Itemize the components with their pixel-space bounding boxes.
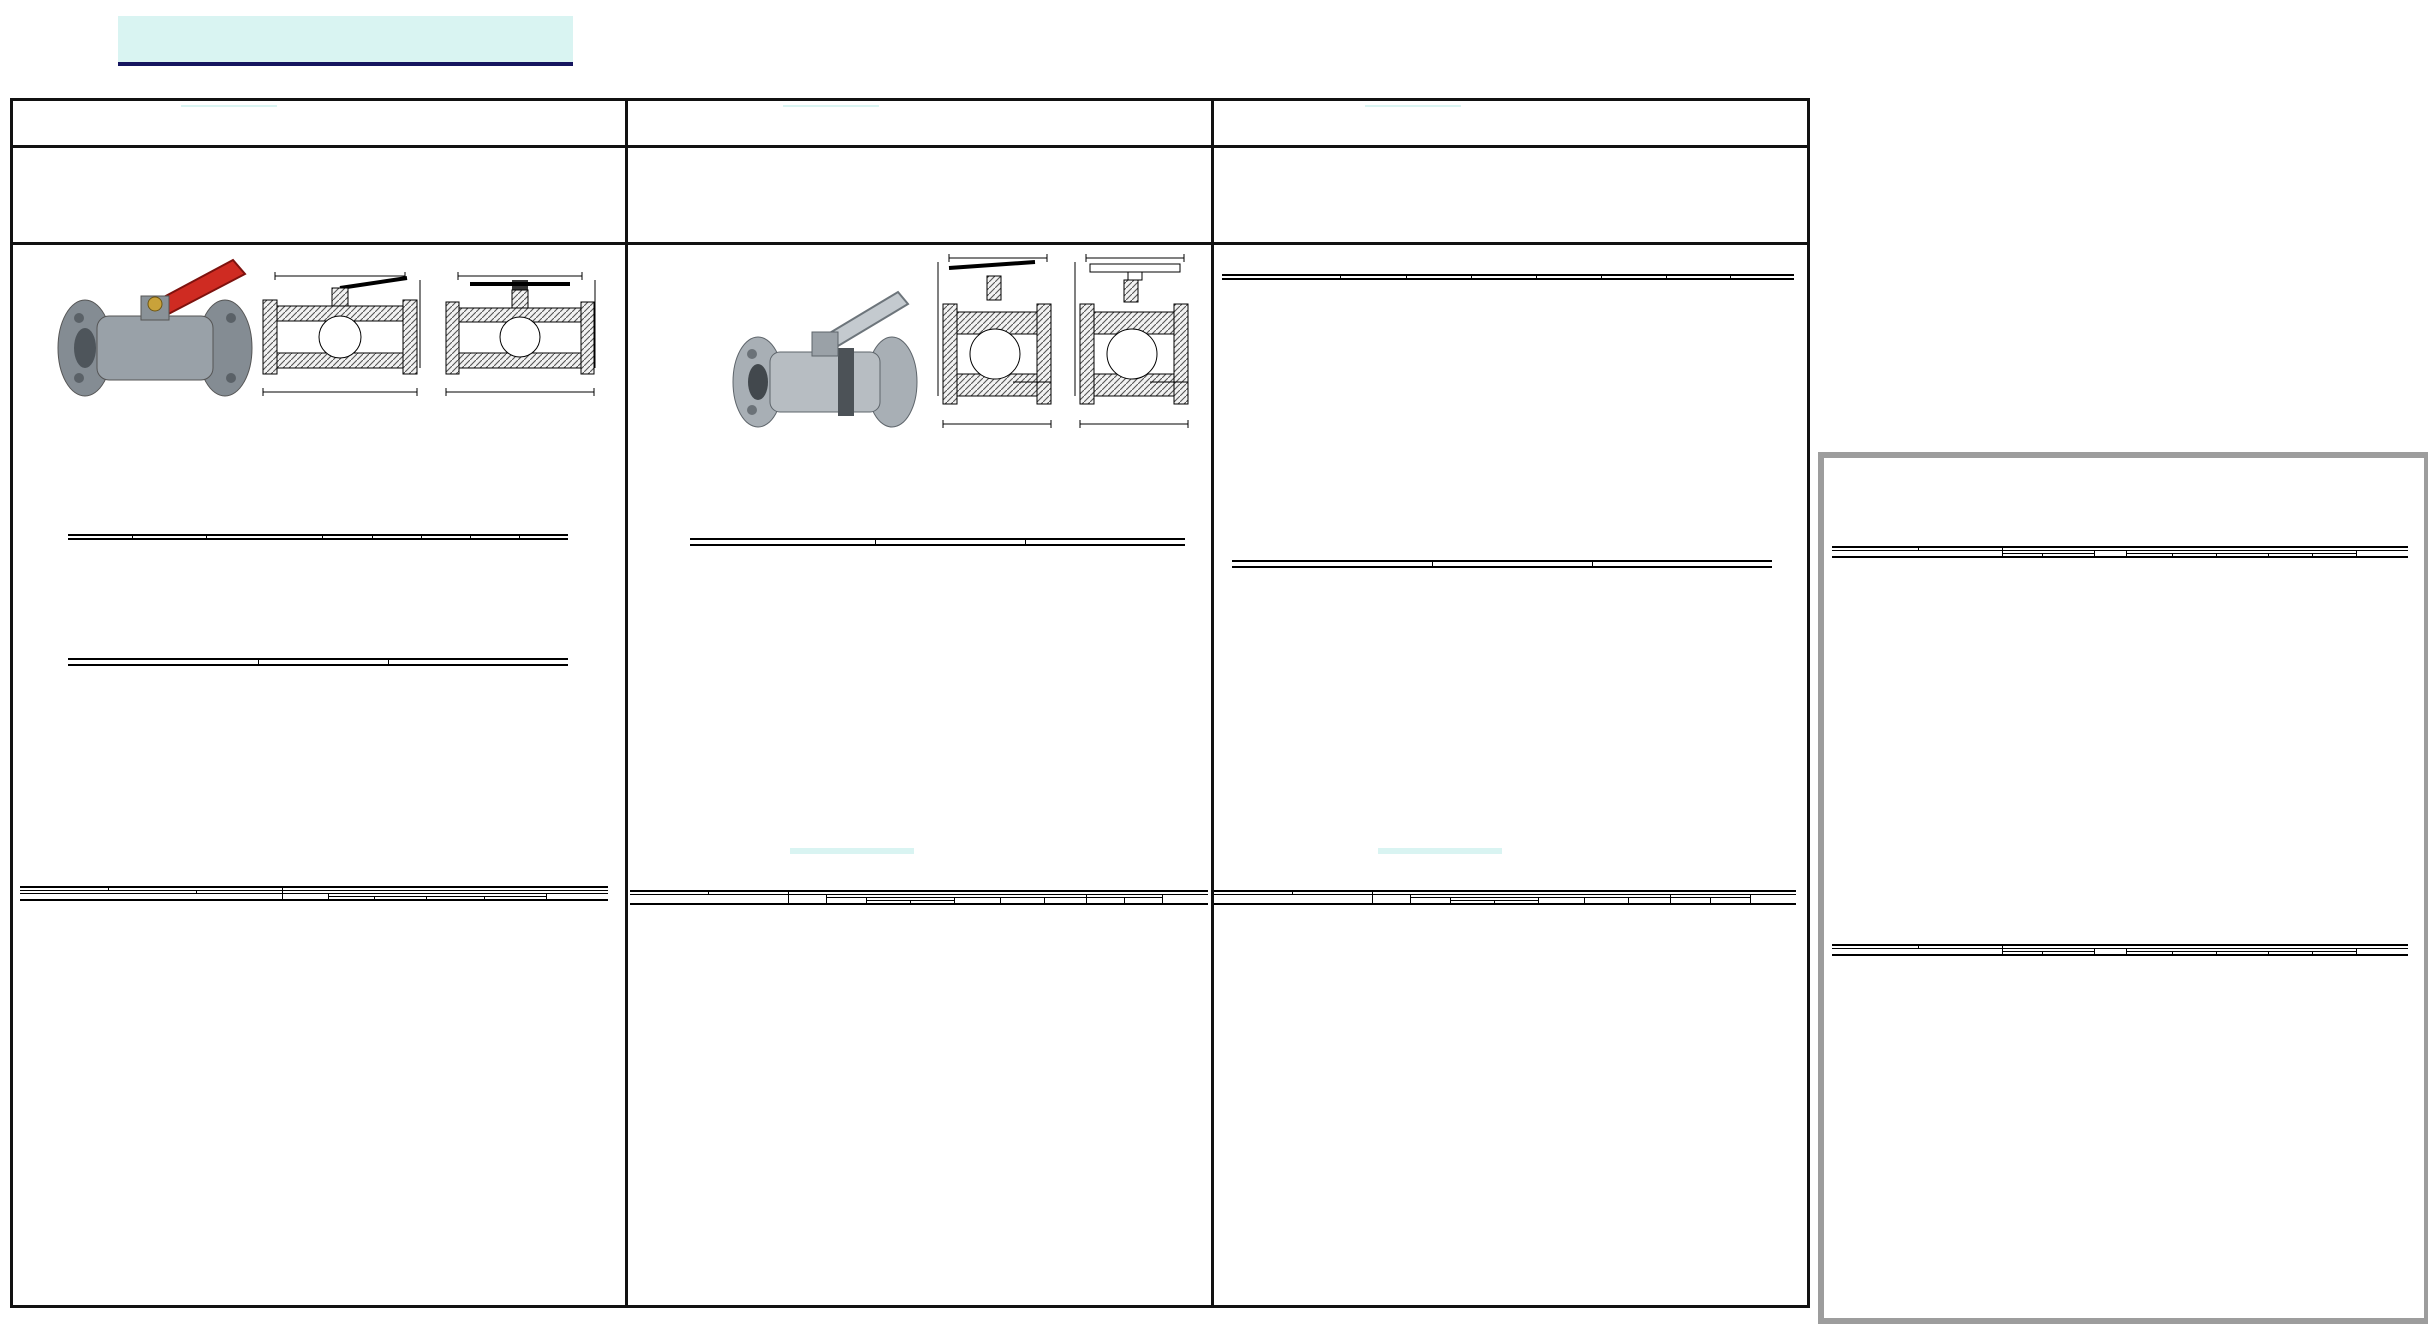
- section-header-stainless: [1365, 105, 1461, 107]
- stainless-pt-table: [1222, 274, 1794, 280]
- forged-diagram-1: [935, 252, 1060, 434]
- full-bore-table: [1832, 944, 2408, 956]
- page-title-box: [118, 16, 573, 66]
- pn16-band: [790, 848, 914, 854]
- bronze-pt-table: [68, 534, 568, 540]
- forged-ms-table: [690, 538, 1185, 546]
- section-header-band: [13, 101, 1807, 148]
- bronze-diagram-1: [255, 270, 425, 402]
- reduced-bore-table: [1832, 546, 2408, 558]
- bronze-valve-photo: [55, 252, 255, 407]
- subtitle-line2: [708, 18, 722, 46]
- pn40-band: [1378, 848, 1502, 854]
- column-divider-2: [1211, 101, 1214, 1305]
- pn40-table: [1214, 890, 1796, 905]
- bronze-codes-table: [20, 886, 608, 901]
- panel-subtitle-full: [1899, 910, 1917, 934]
- section-header-forged: [783, 105, 879, 107]
- page-subtitle: [708, 18, 722, 46]
- description-band: [13, 148, 1807, 245]
- forged-valve-photo: [730, 278, 920, 443]
- ball-valves-din-panel: [1818, 452, 2428, 1324]
- forged-diagram-2: [1072, 252, 1197, 434]
- panel-subtitle-reduced: [1854, 508, 1890, 532]
- bronze-ms-table: [68, 658, 568, 666]
- pn16-table: [630, 890, 1208, 905]
- page-title: [118, 23, 152, 29]
- section-header-bronze: [181, 105, 277, 107]
- column-divider-1: [625, 101, 628, 1305]
- bronze-diagram-2: [440, 270, 600, 402]
- stainless-ms-table: [1232, 560, 1772, 568]
